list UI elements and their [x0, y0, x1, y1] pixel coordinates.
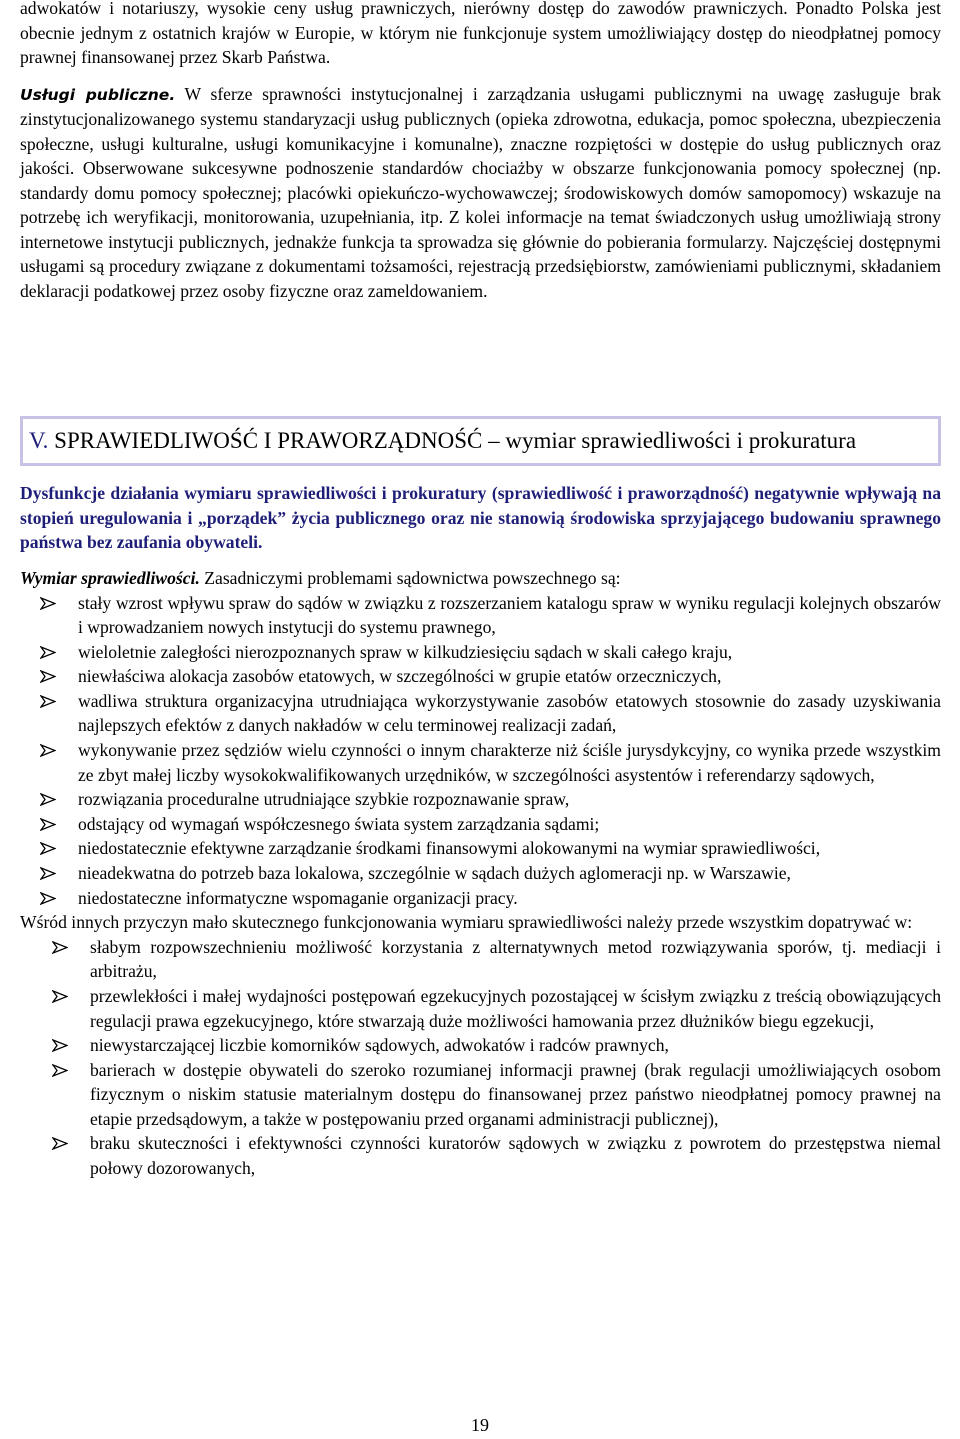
arrow-bullet-icon: [52, 1137, 68, 1150]
page-number: 19: [471, 1415, 489, 1435]
arrow-bullet-icon: [40, 867, 56, 880]
arrow-bullet-icon: [40, 670, 56, 683]
arrow-bullet-icon: [40, 793, 56, 806]
justice-intro-text: Zasadniczymi problemami sądownictwa powszechnego są:: [199, 568, 621, 588]
list-item: niedostatecznie efektywne zarządzanie środkami finansowymi alokowanymi na wymiar sprawiedliwości,: [20, 836, 941, 861]
arrow-bullet-icon: [40, 646, 56, 659]
public-services-text: W sferze sprawności instytucjonalnej i zarządzania usługami publicznymi na uwagę zasługuje brak zinstytucjonalizowanego systemu standaryzacji usług publicznych (opieka zdrowotna, edukacja, pomoc społeczna, ubezpieczenia społeczne, usługi kulturalne, usługi komunikacyjne i komunalne), znaczne rozpiętości w dostępie do usług publicznych oraz jakości. Obserwowane sukcesywne podnoszenie standardów chociażby w obszarze funkcjonowania pomocy społecznej (np. standardy domu pomocy społecznej; placówki opiekuńczo-wychowawczej; środowiskowych domów samopomocy) wskazuje na potrzebę ich weryfikacji, monitorowania, uzupełniania, itp. Z kolei informacje na temat świadczonych usług umożliwiają strony internetowe instytucji publicznych, jednakże funkcja ta sprowadza się głównie do pobierania formularzy. Najczęściej dostępnymi usługami są procedury związane z dokumentami tożsamości, rejestracją przedsiębiorstw, zamówieniami publicznymi, składaniem deklaracji podatkowej przez osoby fizyczne oraz zameldowaniem.: [20, 83, 942, 301]
section-title: SPRAWIEDLIWOŚĆ I PRAWORZĄDNOŚĆ – wymiar sprawiedliwości i prokuratura: [48, 428, 857, 453]
arrow-bullet-icon: [40, 842, 56, 855]
list-item: stały wzrost wpływu spraw do sądów w związku z rozszerzaniem katalogu spraw w wyniku regulacji kolejnych obszarów i wprowadzaniem nowych instytucji do systemu prawnego,: [20, 591, 941, 640]
section-number: V.: [29, 428, 49, 453]
arrow-bullet-icon: [40, 892, 56, 905]
list-item: wieloletnie zaległości nierozpoznanych spraw w kilkudziesięciu sądach w skali całego kraju,: [20, 640, 941, 665]
arrow-bullet-icon: [52, 990, 68, 1003]
justice-label: Wymiar sprawiedliwości.: [20, 568, 200, 588]
arrow-bullet-icon: [40, 597, 56, 610]
list-item: niewłaściwa alokacja zasobów etatowych, w szczególności w grupie etatów orzeczniczych,: [20, 664, 941, 689]
public-services-paragraph: [20, 82, 941, 304]
section-heading: [20, 416, 941, 466]
list-item: braku skuteczności i efektywności czynności kuratorów sądowych w związku z powrotem do przestępstwa niemal połowy dozorowanych,: [20, 1131, 941, 1180]
arrow-bullet-icon: [52, 1064, 68, 1077]
justice-section: [20, 566, 941, 1181]
list-item: przewlekłości i małej wydajności postępowań egzekucyjnych pozostającej w ścisłym związku z treścią obowiązujących regulacji prawa egzekucyjnego, które stwarzają duże możliwości hamowania przez dłużników biegu egzekucji,: [20, 984, 941, 1033]
other-causes-list: [20, 935, 941, 1181]
document-page: [20, 0, 942, 1179]
list-item: słabym rozpowszechnieniu możliwość korzystania z alternatywnych metod rozwiązywania sporów, tj. mediacji i arbitrażu,: [20, 935, 941, 984]
list-item: wadliwa struktura organizacyjna utrudniająca wykorzystywanie zasobów etatowych stosownie do zasady uzyskiwania najlepszych efektów z danych nakładów w celu terminowej realizacji zadań,: [20, 689, 941, 738]
list-item: odstający od wymagań współczesnego świata system zarządzania sądami;: [20, 812, 941, 837]
list-item: niedostateczne informatyczne wspomaganie organizacji pracy.: [20, 886, 941, 911]
arrow-bullet-icon: [52, 1039, 68, 1052]
other-causes-intro: Wśród innych przyczyn mało skutecznego funkcjonowania wymiaru sprawiedliwości należy przede wszystkim dopatrywać w:: [20, 912, 913, 933]
intro-paragraph: adwokatów i notariuszy, wysokie ceny usług prawniczych, nierówny dostęp do zawodów prawniczych. Ponadto Polska jest obecnie jednym z ostatnich krajów w Europie, w którym nie funkcjonuje system umożliwiający dostęp do nieodpłatnej pomocy prawnej finansowanej przez Skarb Państwa.: [20, 0, 941, 67]
arrow-bullet-icon: [52, 941, 68, 954]
dysfunction-summary: Dysfunkcje działania wymiaru sprawiedliwości i prokuratury (sprawiedliwość i praworządność) negatywnie wpływają na stopień uregulowania i „porządek” życia publicznego oraz nie stanowią środowiska sprzyjającego budowaniu sprawnego państwa bez zaufania obywateli.: [20, 483, 941, 552]
public-services-label: Usługi publiczne.: [20, 85, 176, 104]
arrow-bullet-icon: [40, 818, 56, 831]
justice-problems-list: [20, 591, 941, 911]
justice-intro: [20, 566, 941, 591]
arrow-bullet-icon: [40, 695, 56, 708]
list-item: nieadekwatna do potrzeb baza lokalowa, szczególnie w sądach dużych aglomeracji np. w Warszawie,: [20, 861, 941, 886]
list-item: wykonywanie przez sędziów wielu czynności o innym charakterze niż ściśle jurysdykcyjny, co wynika przede wszystkim ze zbyt małej liczby wysokokwalifikowanych urzędników, w szczególności asystentów i referendarzy sądowych,: [20, 738, 941, 787]
arrow-bullet-icon: [40, 744, 56, 757]
list-item: rozwiązania proceduralne utrudniające szybkie rozpoznawanie spraw,: [20, 787, 941, 812]
list-item: barierach w dostępie obywateli do szeroko rozumianej informacji prawnej (brak regulacji umożliwiających osobom fizycznym o niskim statusie materialnym dostępu do finansowanej przez państwo nieodpłatnej pomocy prawnej na etapie przedsądowym, a także w postępowaniu przed organami administracji publicznej),: [20, 1058, 941, 1132]
list-item: niewystarczającej liczbie komorników sądowych, adwokatów i radców prawnych,: [20, 1033, 941, 1058]
